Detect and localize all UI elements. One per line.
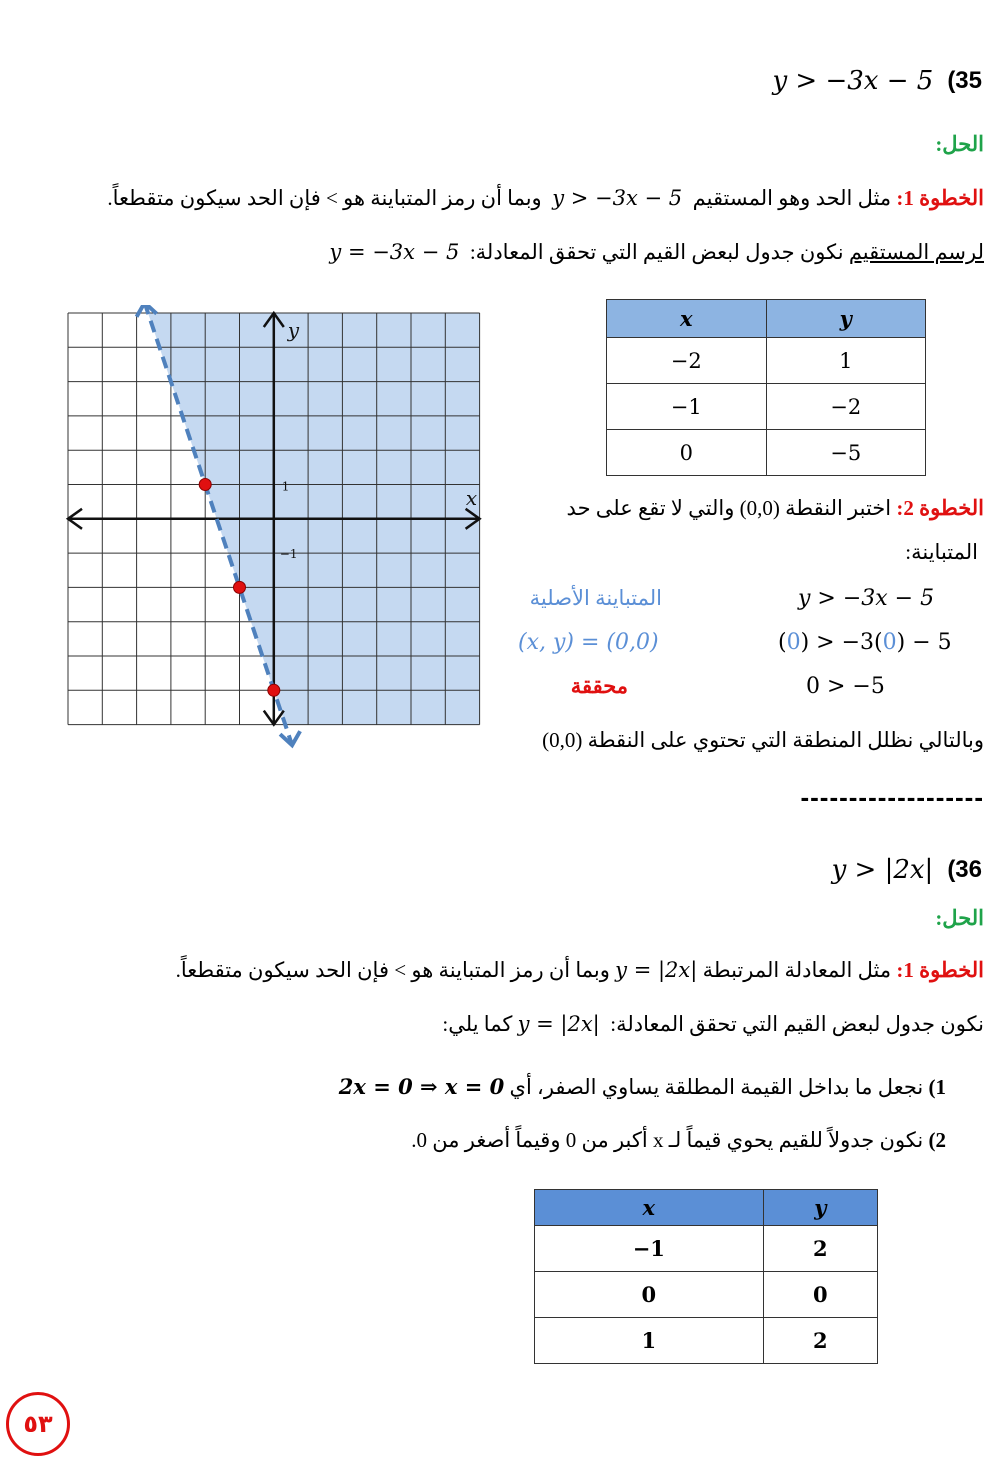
list-item-text: نجعل ما بداخل القيمة المطلقة يساوي الصفر، أي xyxy=(509,1075,924,1099)
step1-36 xyxy=(176,958,984,983)
problem-36-number: (36 xyxy=(947,856,982,883)
draw-line-text: نكون جدول لبعض القيم التي تحقق المعادلة: xyxy=(469,240,844,264)
problem-35-inequality: y > −3x − 5 xyxy=(772,66,934,96)
step1-text-a: مثل الحد وهو المستقيم xyxy=(692,186,892,210)
list-item-number: 2) xyxy=(928,1128,946,1152)
problem-36-header xyxy=(832,855,982,885)
step1-text-b: وبما أن رمز المتباينة هو > فإن الحد سيكون متقطعاً. xyxy=(175,958,610,982)
plotted-point xyxy=(268,684,280,696)
check-row-1-math: y > −3x − 5 xyxy=(798,586,935,611)
table-cell: −1 xyxy=(535,1226,764,1272)
table-cell: 2 xyxy=(763,1318,877,1364)
check-row-2-math xyxy=(778,630,952,655)
check-row-1-note: المتباينة الأصلية xyxy=(529,586,662,610)
substituted-zero: 0 xyxy=(786,630,801,655)
step1-label: الخطوة 1: xyxy=(896,186,984,210)
step2-label: الخطوة 2: xyxy=(896,496,984,520)
y-axis-label: y xyxy=(287,318,300,342)
math-part: ( xyxy=(778,630,787,655)
table-cell: −5 xyxy=(766,430,926,476)
table-intro-36 xyxy=(442,1012,984,1037)
solution-label-36: الحل: xyxy=(935,906,984,930)
page-number-badge: ٥٣ xyxy=(6,1392,70,1456)
table-intro-equation: y = |2x| xyxy=(517,1012,600,1036)
draw-line-instruction xyxy=(329,240,984,265)
check-row-3-note: محققة xyxy=(570,674,628,698)
table-cell: −2 xyxy=(766,384,926,430)
check-row-3-math: 0 > −5 xyxy=(806,674,885,699)
table-cell: 0 xyxy=(607,430,767,476)
problem-35-header xyxy=(772,66,982,96)
list-item-2 xyxy=(411,1128,946,1153)
inequality-graph xyxy=(60,305,490,760)
math-part: ) − 5 xyxy=(896,630,952,655)
table-intro-end: كما يلي: xyxy=(442,1012,513,1036)
step1-text-b: وبما أن رمز المتباينة هو > فإن الحد سيكون متقطعاً. xyxy=(107,186,542,210)
plotted-point xyxy=(199,479,211,491)
values-table-36 xyxy=(534,1189,878,1364)
table-header-y: y xyxy=(766,300,926,338)
list-item-math: 2x = 0 ⇒ x = 0 xyxy=(338,1074,505,1099)
section-separator: ------------------- xyxy=(800,782,984,812)
table-cell: 1 xyxy=(766,338,926,384)
list-item-text: نكون جدولاً للقيم يحوي قيماً لـ x أكبر من 0 وقيماً أصغر من 0. xyxy=(411,1128,924,1152)
step2-text-a: اختبر النقطة (0,0) والتي لا تقع على حد xyxy=(566,496,892,520)
substituted-zero: 0 xyxy=(882,630,897,655)
table-cell: 0 xyxy=(763,1272,877,1318)
table-cell: 1 xyxy=(535,1318,764,1364)
table-header-x: x xyxy=(535,1190,764,1226)
tick-label: 1 xyxy=(281,479,290,494)
list-item-number: 1) xyxy=(928,1075,946,1099)
table-cell: −1 xyxy=(607,384,767,430)
problem-36-inequality: y > |2x| xyxy=(831,855,934,885)
table-intro-text: نكون جدول لبعض القيم التي تحقق المعادلة: xyxy=(610,1012,984,1036)
table-header-y: y xyxy=(763,1190,877,1226)
solution-label-35: الحل: xyxy=(935,132,984,156)
plotted-point xyxy=(234,581,246,593)
step1-35 xyxy=(107,186,984,211)
table-cell: 0 xyxy=(535,1272,764,1318)
table-cell: 2 xyxy=(763,1226,877,1272)
step1-label: الخطوة 1: xyxy=(896,958,984,982)
step1-math: y > −3x − 5 xyxy=(552,186,683,210)
step1-math: y = |2x| xyxy=(615,958,698,982)
conclusion-text: وبالتالي نظلل المنطقة التي تحتوي على النقطة (0,0) xyxy=(542,728,984,752)
table-cell: −2 xyxy=(607,338,767,384)
step1-text-a: مثل المعادلة المرتبطة xyxy=(702,958,892,982)
values-table-35 xyxy=(606,299,926,476)
draw-line-equation: y = −3x − 5 xyxy=(329,240,460,264)
problem-35-number: (35 xyxy=(947,67,982,94)
table-header-x: x xyxy=(607,300,767,338)
step2-text-b: المتباينة: xyxy=(905,540,978,564)
tick-label: −1 xyxy=(279,547,298,562)
draw-line-underlined: لرسم المستقيم xyxy=(848,240,984,264)
list-item-1 xyxy=(339,1074,946,1100)
step2-35 xyxy=(567,496,984,521)
math-part: ) > −3( xyxy=(800,630,883,655)
check-row-2-note: (x, y) = (0,0) xyxy=(518,630,659,655)
x-axis-label: x xyxy=(465,485,478,510)
